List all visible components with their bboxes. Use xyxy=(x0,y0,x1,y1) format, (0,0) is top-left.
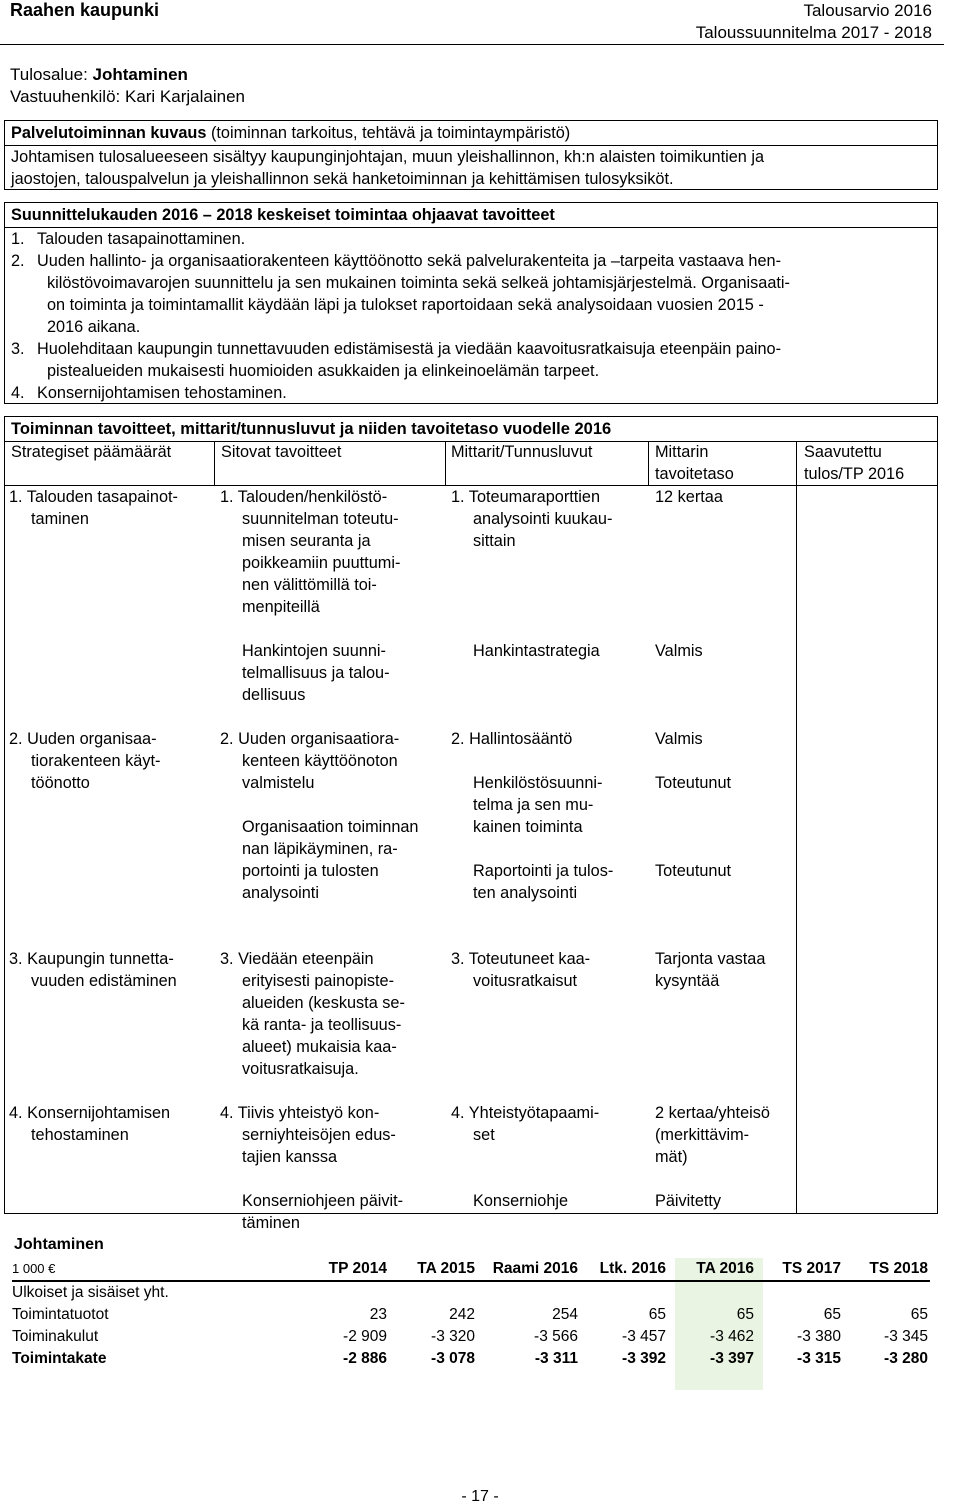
page-number: - 17 - xyxy=(461,1488,499,1505)
strategic-goal-line: 4. Konsernijohtamisen xyxy=(9,1104,171,1122)
metric-line xyxy=(451,904,647,926)
target-level-line xyxy=(655,574,795,596)
binding-goal-line xyxy=(220,794,444,816)
strategic-goal-line xyxy=(9,1058,209,1080)
binding-goal-line: täminen xyxy=(242,1214,300,1232)
target-level-line: Tarjonta vastaa xyxy=(655,950,766,968)
target-level-line xyxy=(655,926,795,948)
binding-goal-line: kä ranta- ja teollisuus- xyxy=(242,1016,402,1034)
budget-title: Talousarvio 2016 xyxy=(803,1,932,20)
strategic-goal-line xyxy=(9,640,209,662)
metric-line: voitusratkaisut xyxy=(473,972,578,990)
target-level-line: Toteutunut xyxy=(655,774,732,792)
metric-line xyxy=(451,552,647,574)
target-level-line xyxy=(655,1036,795,1058)
goal-line: pistealueiden mukaisesti huomioiden asukkaiden ja elinkeinoelämän tarpeet. xyxy=(47,362,600,380)
strategic-goal-line: vuuden edistäminen xyxy=(31,972,177,990)
binding-goal-line: suunnitelman toteutu- xyxy=(242,510,399,528)
value-cell: -2 909 xyxy=(343,1328,387,1345)
service-line: Johtamisen tulosalueeseen sisältyy kaupunginjohtajan, muun yleishallinnon, kh:n alaisten toimikuntien ja xyxy=(11,148,765,166)
key-goals-box xyxy=(4,202,938,404)
strategic-goal-line xyxy=(9,574,209,596)
binding-goal-line xyxy=(220,618,444,640)
strategic-goal-line xyxy=(9,838,209,860)
col-tp2014: TP 2014 xyxy=(328,1260,387,1277)
binding-goal-line: alueet) mukaisia kaa- xyxy=(242,1038,397,1056)
strategic-goal-line xyxy=(9,1014,209,1036)
section-label: Ulkoiset ja sisäiset yht. xyxy=(12,1284,169,1301)
binding-goal-line xyxy=(220,1080,444,1102)
header-target: Mittarin tavoitetaso xyxy=(655,443,734,483)
strategic-goal-line xyxy=(9,882,209,904)
binding-goal-line xyxy=(220,1168,444,1190)
binding-goal-line: Hankintojen suunni- xyxy=(242,642,386,660)
service-title-rest: (toiminnan tarkoitus, tehtävä ja toimintaympäristö) xyxy=(206,124,571,142)
goal-line: on toiminta ja toimintamallit käydään läpi ja tulokset raportoidaan sekä analysoidaan vuosien 2015 - xyxy=(47,296,764,314)
value-cell: 23 xyxy=(369,1306,387,1323)
target-level-line: (merkittävim- xyxy=(655,1126,750,1144)
target-level-line xyxy=(655,508,795,530)
strategic-goal-line xyxy=(9,552,209,574)
target-level-line xyxy=(655,838,795,860)
target-level-line xyxy=(655,552,795,574)
strategic-goal-line: 3. Kaupungin tunnetta- xyxy=(9,950,174,968)
finance-header-row xyxy=(12,1258,930,1282)
metric-line xyxy=(451,1146,647,1168)
col-raami2016: Raami 2016 xyxy=(492,1260,578,1277)
goal-item: 1. Talouden tasapainottaminen. xyxy=(11,230,246,248)
goals-title: Suunnittelukauden 2016 – 2018 keskeiset toimintaa ohjaavat tavoitteet xyxy=(11,206,555,224)
metric-line xyxy=(451,574,647,596)
metric-line xyxy=(451,750,647,772)
strategic-goal-line xyxy=(9,1036,209,1058)
goal-line: 2016 aikana. xyxy=(47,318,141,336)
target-level-line xyxy=(655,596,795,618)
metric-line xyxy=(451,706,647,728)
result-area xyxy=(10,64,245,86)
target-level-line: Toteutunut xyxy=(655,862,732,880)
value-cell: -3 380 xyxy=(797,1328,841,1345)
strategic-goal-line xyxy=(9,1080,209,1102)
metric-line: telma ja sen mu- xyxy=(473,796,594,814)
finance-title: Johtaminen xyxy=(14,1236,104,1253)
target-level-line: Päivitetty xyxy=(655,1192,722,1210)
goal-item: 2. Uuden hallinto- ja organisaatiorakenteen käyttöönotto sekä palvelurakenteita ja –tarpeita vastaava hen- xyxy=(11,252,781,270)
metric-line xyxy=(451,926,647,948)
strategic-goal-line: töönotto xyxy=(31,774,90,792)
service-title-bold: Palvelutoiminnan kuvaus xyxy=(11,124,207,142)
strategic-goal-line xyxy=(9,926,209,948)
value-cell: -3 078 xyxy=(431,1350,475,1367)
result-area-value: Johtaminen xyxy=(92,65,188,84)
strategic-goal-line: tehostaminen xyxy=(31,1126,129,1144)
metric-line: sittain xyxy=(473,532,516,550)
goal-line: kilöstövoimavarojen suunnittelu ja sen mukainen toiminta sekä selkeä johtamisjärjestelmä. Organisaati- xyxy=(47,274,790,292)
metric-line xyxy=(451,662,647,684)
binding-goal-line: menpiteillä xyxy=(242,598,320,616)
binding-goal-line: poikkeamiin puuttumi- xyxy=(242,554,401,572)
target-level-line: mät) xyxy=(655,1148,688,1166)
binding-goal-line: misen seuranta ja xyxy=(242,532,371,550)
column-divider xyxy=(796,441,797,1213)
target-level-line: Valmis xyxy=(655,730,703,748)
responsibility-block xyxy=(10,64,245,108)
binding-goal-line xyxy=(220,904,444,926)
header-metrics: Mittarit/Tunnusluvut xyxy=(451,443,593,461)
value-cell: -3 566 xyxy=(534,1328,578,1345)
binding-goal-line: voitusratkaisuja. xyxy=(242,1060,359,1078)
page-header xyxy=(0,0,944,44)
service-title xyxy=(11,122,570,144)
binding-goal-line: 2. Uuden organisaatiora- xyxy=(220,730,400,748)
metric-line: 2. Hallintosääntö xyxy=(451,730,573,748)
finance-section-row xyxy=(12,1282,930,1304)
column-divider xyxy=(214,441,215,485)
goal-item: 3. Huolehditaan kaupungin tunnettavuuden edistämisestä ja viedään kaavoitusratkaisuja eteenpäin paino- xyxy=(11,340,782,358)
target-level-line xyxy=(655,816,795,838)
binding-goal-line: dellisuus xyxy=(242,686,306,704)
col-ts2017: TS 2017 xyxy=(782,1260,841,1277)
finance-row xyxy=(12,1304,930,1326)
binding-goal-line: serniyhteisöjen edus- xyxy=(242,1126,396,1144)
value-cell: -3 462 xyxy=(710,1328,754,1345)
value-cell: -3 280 xyxy=(884,1350,928,1367)
binding-goal-line: Konserniohjeen päivit- xyxy=(242,1192,404,1210)
binding-goal-line: 3. Viedään eteenpäin xyxy=(220,950,374,968)
binding-goal-line: 1. Talouden/henkilöstö- xyxy=(220,488,388,506)
strategic-goal-line xyxy=(9,662,209,684)
result-area-label: Tulosalue: xyxy=(10,65,93,84)
responsible-person: Vastuuhenkilö: Kari Karjalainen xyxy=(10,87,245,106)
value-cell: 254 xyxy=(552,1306,578,1323)
target-level-line xyxy=(655,684,795,706)
metric-line xyxy=(451,992,647,1014)
metric-line: kainen toiminta xyxy=(473,818,583,836)
strategic-goal-line xyxy=(9,684,209,706)
strategic-goal-line xyxy=(9,530,209,552)
target-level-line: kysyntää xyxy=(655,972,720,990)
metric-line xyxy=(451,1036,647,1058)
strategic-goal-line xyxy=(9,992,209,1014)
column-divider xyxy=(445,441,446,485)
strategic-goal-line xyxy=(9,596,209,618)
goal-item: 4. Konsernijohtamisen tehostaminen. xyxy=(11,384,287,402)
strategic-goal-line xyxy=(9,706,209,728)
value-cell: -3 311 xyxy=(534,1350,578,1367)
value-cell: -3 315 xyxy=(797,1350,841,1367)
metric-line xyxy=(451,1168,647,1190)
strategic-goal-line xyxy=(9,618,209,640)
value-cell: 242 xyxy=(449,1306,475,1323)
value-cell: -3 345 xyxy=(884,1328,928,1345)
binding-goal-line: telmallisuus ja talou- xyxy=(242,664,390,682)
plan-title: Taloussuunnitelma 2017 - 2018 xyxy=(695,23,932,42)
col-ts2018: TS 2018 xyxy=(869,1260,928,1277)
organization-name: Raahen kaupunki xyxy=(10,0,160,20)
strategic-goal-line: 2. Uuden organisaa- xyxy=(9,730,157,748)
metric-line xyxy=(451,596,647,618)
binding-goal-line xyxy=(220,706,444,728)
value-cell: 65 xyxy=(648,1306,666,1323)
binding-goal-line: 4. Tiivis yhteistyö kon- xyxy=(220,1104,380,1122)
metric-line: 3. Toteutuneet kaa- xyxy=(451,950,591,968)
target-level-line xyxy=(655,1014,795,1036)
header-achieved: Saavutettu tulos/TP 2016 xyxy=(804,443,905,483)
metric-line: Raportointi ja tulos- xyxy=(473,862,614,880)
metric-line: 4. Yhteistyötapaami- xyxy=(451,1104,600,1122)
metric-line: Konserniohje xyxy=(473,1192,569,1210)
document-title xyxy=(696,0,932,44)
metric-line xyxy=(451,618,647,640)
target-level-line xyxy=(655,882,795,904)
target-level-line: 12 kertaa xyxy=(655,488,723,506)
metric-line: analysointi kuukau- xyxy=(473,510,613,528)
target-level-line xyxy=(655,662,795,684)
binding-goal-line xyxy=(220,926,444,948)
value-cell: -3 397 xyxy=(710,1350,754,1367)
target-level-line xyxy=(655,530,795,552)
metric-line: 1. Toteumaraporttien xyxy=(451,488,601,506)
strategic-goal-line: tiorakenteen käyt- xyxy=(31,752,161,770)
binding-goal-line: nan läpikäyminen, ra- xyxy=(242,840,398,858)
binding-goal-line: erityisesti painopiste- xyxy=(242,972,395,990)
metrics-column xyxy=(451,486,647,1212)
row-label: Toiminakulut xyxy=(12,1328,99,1345)
metric-line xyxy=(451,1080,647,1102)
strategic-goal-line xyxy=(9,794,209,816)
strategic-goal-line xyxy=(9,860,209,882)
strategic-goal-line: 1. Talouden tasapainot- xyxy=(9,488,178,506)
column-divider xyxy=(648,441,649,485)
binding-goal-line: tajien kanssa xyxy=(242,1148,338,1166)
binding-goal-line: nen välittömillä toi- xyxy=(242,576,377,594)
col-ta2016: TA 2016 xyxy=(696,1260,754,1277)
binding-goal-line: kenteen käyttöönoton xyxy=(242,752,398,770)
target-level-line xyxy=(655,904,795,926)
col-ltk2016: Ltk. 2016 xyxy=(599,1260,666,1277)
service-description-box xyxy=(4,120,938,190)
target-level-line xyxy=(655,1058,795,1080)
unit-label: 1 000 € xyxy=(12,1261,56,1276)
strategic-goals-column xyxy=(9,486,209,1146)
header-divider xyxy=(0,44,944,45)
value-cell: -3 392 xyxy=(622,1350,666,1367)
col-ta2015: TA 2015 xyxy=(417,1260,475,1277)
target-level-line: Valmis xyxy=(655,642,703,660)
row-label: Toimintakate xyxy=(12,1350,107,1367)
metric-line xyxy=(451,1058,647,1080)
metric-line xyxy=(451,684,647,706)
metric-line: ten analysointi xyxy=(473,884,578,902)
binding-goal-line: Organisaation toiminnan xyxy=(242,818,419,836)
binding-goal-line: analysointi xyxy=(242,884,319,902)
value-cell: -2 886 xyxy=(343,1350,387,1367)
objectives-title: Toiminnan tavoitteet, mittarit/tunnusluvut ja niiden tavoitetaso vuodelle 2016 xyxy=(11,420,612,438)
metric-line: Henkilöstösuunni- xyxy=(473,774,603,792)
value-cell: 65 xyxy=(823,1306,841,1323)
strategic-goal-line xyxy=(9,904,209,926)
header-strategic: Strategiset päämäärät xyxy=(11,443,172,461)
target-level-line: 2 kertaa/yhteisö xyxy=(655,1104,770,1122)
finance-row xyxy=(12,1348,930,1370)
strategic-goal-line xyxy=(9,816,209,838)
metric-line xyxy=(451,838,647,860)
target-level-line xyxy=(655,992,795,1014)
target-level-column xyxy=(655,486,795,1212)
service-line: jaostojen, talouspalvelun ja yleishallinnon sekä hanketoiminnan ja kehittämisen tulosyksiköt. xyxy=(11,170,674,188)
metric-line xyxy=(451,1014,647,1036)
binding-goal-line: portointi ja tulosten xyxy=(242,862,379,880)
finance-row xyxy=(12,1326,930,1348)
target-level-line xyxy=(655,1168,795,1190)
target-level-line xyxy=(655,618,795,640)
header-binding: Sitovat tavoitteet xyxy=(221,443,342,461)
binding-goal-line: alueiden (keskusta se- xyxy=(242,994,405,1012)
value-cell: 65 xyxy=(736,1306,754,1323)
value-cell: 65 xyxy=(910,1306,928,1323)
strategic-goal-line: taminen xyxy=(31,510,89,528)
metric-line: Hankintastrategia xyxy=(473,642,600,660)
target-level-line xyxy=(655,1080,795,1102)
target-level-line xyxy=(655,706,795,728)
binding-goal-line: valmistelu xyxy=(242,774,315,792)
target-level-line xyxy=(655,794,795,816)
metric-line: set xyxy=(473,1126,495,1144)
value-cell: -3 320 xyxy=(431,1328,475,1345)
target-level-line xyxy=(655,750,795,772)
row-label: Toimintatuotot xyxy=(12,1306,109,1323)
binding-goals-column xyxy=(220,486,444,1234)
objectives-table xyxy=(4,416,938,1232)
value-cell: -3 457 xyxy=(622,1328,666,1345)
